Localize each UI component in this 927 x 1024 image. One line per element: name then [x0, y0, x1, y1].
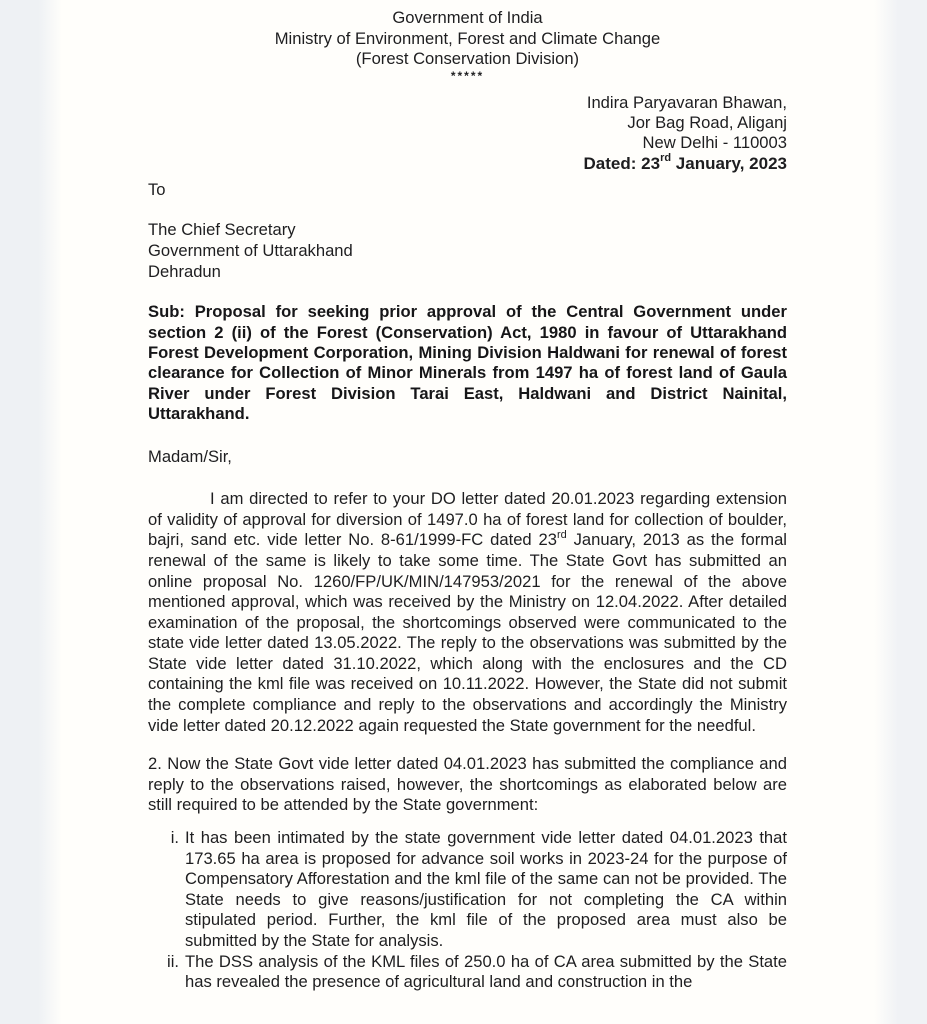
body-paragraph-1-part-1: I am directed to refer to your DO letter dated 20.01.2023 regarding extension of validity of approval for diversion of 1497.0 ha of forest land for collection of boulder, bajri, sand etc. vide letter No. 8-61/1999-FC dated 23	[148, 489, 787, 550]
salutation: Madam/Sir,	[148, 446, 232, 466]
list-item	[148, 828, 787, 952]
date-ordinal-superscript: rd	[660, 152, 672, 165]
letterhead	[148, 8, 787, 83]
list-marker-ii: ii.	[167, 951, 179, 971]
list-item-text-i: It has been intimated by the state government vide letter dated 04.01.2023 that 173.65 ha area is proposed for advance soil works in 2023-24 for the purpose of Compensatory Afforestation and the kml file of the same can not be provided. The State needs to give reasons/justification for not completing the CA within stipulated period. Further, the kml file of the proposed area must also be submitted by the State for analysis.	[185, 828, 787, 950]
sender-address-block	[148, 93, 787, 174]
body-ordinal-superscript: rd	[556, 528, 567, 541]
subject-paragraph: Sub: Proposal for seeking prior approval of the Central Government under section 2 (ii) of the Forest (Conservation) Act, 1980 in favour of Uttarakhand Forest Development Corporation, Mining Division Haldwani for renewal of forest clearance for Collection of Minor Minerals from 1497 ha of forest land of Gaula River under Forest Division Tarai East, Haldwani and District Nainital, Uttarakhand.	[148, 302, 787, 424]
date-prefix: Dated: 23	[583, 153, 661, 173]
recipient-city: Dehradun	[148, 261, 221, 281]
recipient-block	[148, 220, 787, 282]
body-paragraph-1	[148, 489, 787, 736]
list-item	[148, 952, 787, 993]
stars-divider: *****	[450, 68, 485, 83]
letterhead-line-division: (Forest Conservation Division)	[355, 49, 580, 68]
letterhead-line-ministry: Ministry of Environment, Forest and Climate Change	[274, 28, 661, 48]
date-suffix: January, 2023	[671, 153, 787, 173]
sender-address-line-1: Indira Paryavaran Bhawan,	[586, 92, 787, 112]
recipient-title: The Chief Secretary	[148, 220, 296, 240]
list-marker-i: i.	[170, 828, 179, 848]
shortcomings-list	[148, 828, 787, 993]
date-line	[148, 154, 787, 174]
body-paragraph-1-part-2: January, 2013 as the formal renewal of the same is likely to take some time. The State Govt has submitted an online proposal No. 1260/FP/UK/MIN/147953/2021 for the renewal of the above mentioned approval, which was received by the Ministry on 12.04.2022. After detailed examination of the proposal, the shortcomings observed were communicated to the state vide letter dated 13.05.2022. The reply to the observations was submitted by the State vide letter dated 31.10.2022, which along with the enclosures and the CD containing the kml file was received on 10.11.2022. However, the State did not submit the complete compliance and reply to the observations and accordingly the Ministry vide letter dated 20.12.2022 again requested the State government for the needful.	[148, 530, 787, 735]
to-label: To	[148, 179, 166, 199]
recipient-government: Government of Uttarakhand	[148, 240, 353, 260]
sender-address-line-3: New Delhi - 110003	[642, 133, 787, 153]
sender-address-line-2: Jor Bag Road, Aliganj	[627, 112, 787, 132]
letterhead-line-government: Government of India	[392, 8, 543, 27]
list-item-text-ii: The DSS analysis of the KML files of 250.0 ha of CA area submitted by the State has revealed the presence of agricultural land and construction in the	[185, 951, 787, 992]
body-paragraph-2: 2. Now the State Govt vide letter dated 04.01.2023 has submitted the compliance and reply to the observations raised, however, the shortcomings as elaborated below are still required to be attended by the State government:	[148, 754, 787, 815]
